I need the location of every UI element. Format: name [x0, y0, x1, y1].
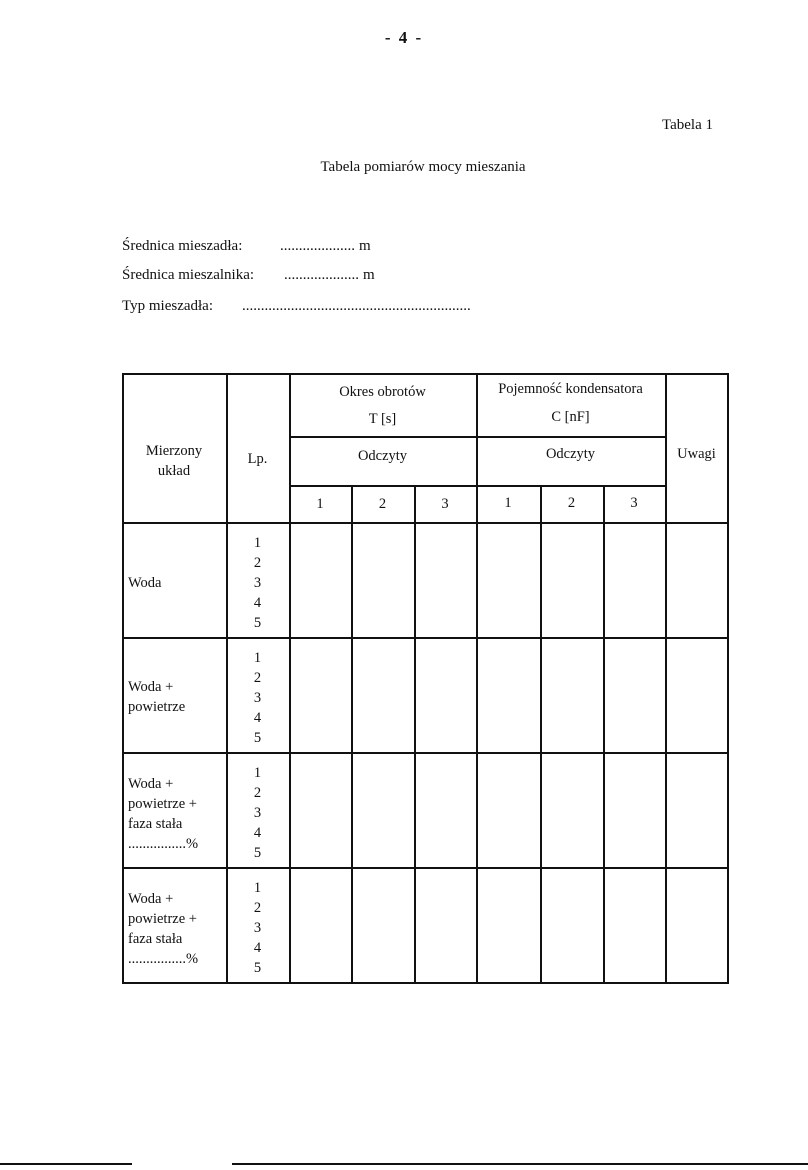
reading-col-1: 1	[316, 496, 324, 512]
group-label-water-air	[128, 677, 185, 717]
blank-line[interactable]: .............................................................	[242, 298, 471, 314]
field-vessel-diameter	[122, 267, 375, 284]
column-rule	[603, 485, 605, 984]
lp-number: 1	[253, 765, 262, 781]
lp-number: 3	[253, 690, 262, 706]
lp-number: 3	[253, 920, 262, 936]
header-lp: Lp.	[247, 451, 268, 467]
solid-phase-percent-blank[interactable]: ................%	[128, 951, 199, 967]
group-label-water-air-solid	[128, 889, 198, 969]
row-rule	[122, 522, 728, 524]
lp-number: 4	[253, 595, 262, 611]
lp-number: 3	[253, 575, 262, 591]
header-capacity-unit: C [nF]	[551, 409, 590, 425]
lp-number: 4	[253, 710, 262, 726]
table-label: Tabela 1	[662, 117, 714, 133]
group-label-line: Woda +	[128, 891, 174, 907]
group-label-water-air-solid	[128, 774, 198, 854]
lp-number: 5	[253, 845, 262, 861]
header-system-text: Mierzony układ	[145, 443, 203, 479]
header-period-unit: T [s]	[368, 411, 397, 427]
lp-number: 5	[253, 730, 262, 746]
blank-line[interactable]: ....................	[280, 238, 355, 254]
lp-number: 2	[253, 785, 262, 801]
group-label-line: faza stała	[128, 931, 183, 947]
header-readings-period: Odczyty	[357, 448, 408, 464]
group-label-line: powietrze +	[128, 911, 197, 927]
lp-number: 3	[253, 805, 262, 821]
lp-number: 1	[253, 535, 262, 551]
footer-rule	[0, 1163, 132, 1165]
group-label-line: Woda +	[128, 679, 174, 695]
table-border-bottom	[122, 982, 728, 984]
field-label: Średnica mieszadła:	[122, 238, 243, 254]
lp-number: 1	[253, 880, 262, 896]
table-border-top	[122, 373, 728, 375]
lp-list	[226, 648, 289, 748]
table-border-right	[727, 373, 729, 984]
group-label-line: faza stała	[128, 816, 183, 832]
field-label: Typ mieszadła:	[122, 298, 214, 314]
column-rule	[414, 485, 416, 984]
lp-list	[226, 763, 289, 863]
reading-col-3: 3	[630, 495, 638, 511]
measurement-table	[122, 373, 728, 984]
field-stirrer-type	[122, 298, 471, 315]
header-period-title: Okres obrotów	[339, 384, 426, 400]
field-unit: m	[359, 238, 371, 254]
lp-number: 5	[253, 615, 262, 631]
group-label-line: powietrze	[128, 699, 186, 715]
column-rule	[540, 485, 542, 984]
field-label: Średnica mieszalnika:	[122, 267, 255, 283]
row-rule	[122, 752, 728, 754]
reading-col-1: 1	[504, 495, 512, 511]
group-label-line: Woda	[128, 575, 162, 591]
group-label-water	[128, 573, 161, 593]
lp-number: 2	[253, 670, 262, 686]
row-rule	[122, 637, 728, 639]
group-label-line: powietrze +	[128, 796, 197, 812]
lp-number: 2	[253, 555, 262, 571]
column-rule	[665, 373, 667, 984]
lp-number: 1	[253, 650, 262, 666]
document-title: Tabela pomiarów mocy mieszania	[320, 159, 526, 175]
header-capacity-title: Pojemność kondensatora	[498, 381, 643, 397]
blank-line[interactable]: ....................	[284, 267, 359, 283]
header-remarks: Uwagi	[677, 446, 716, 462]
lp-number: 2	[253, 900, 262, 916]
reading-col-2: 2	[567, 495, 576, 511]
field-stirrer-diameter	[122, 238, 371, 255]
group-label-line: Woda +	[128, 776, 174, 792]
page-number: - 4 -	[384, 28, 424, 47]
lp-number: 4	[253, 940, 262, 956]
reading-col-2: 2	[378, 496, 387, 512]
row-rule	[122, 867, 728, 869]
header-readings-capacity: Odczyty	[545, 446, 596, 462]
field-unit: m	[363, 267, 375, 283]
header-system	[122, 441, 226, 481]
lp-number: 5	[253, 960, 262, 976]
column-rule	[476, 373, 478, 984]
lp-list	[226, 533, 289, 633]
footer-rule	[232, 1163, 808, 1165]
lp-number: 4	[253, 825, 262, 841]
lp-list	[226, 878, 289, 978]
table-border-left	[122, 373, 124, 984]
solid-phase-percent-blank[interactable]: ................%	[128, 836, 199, 852]
column-rule	[226, 373, 228, 984]
column-rule	[289, 373, 291, 984]
reading-col-3: 3	[441, 496, 449, 512]
column-rule	[351, 485, 353, 984]
